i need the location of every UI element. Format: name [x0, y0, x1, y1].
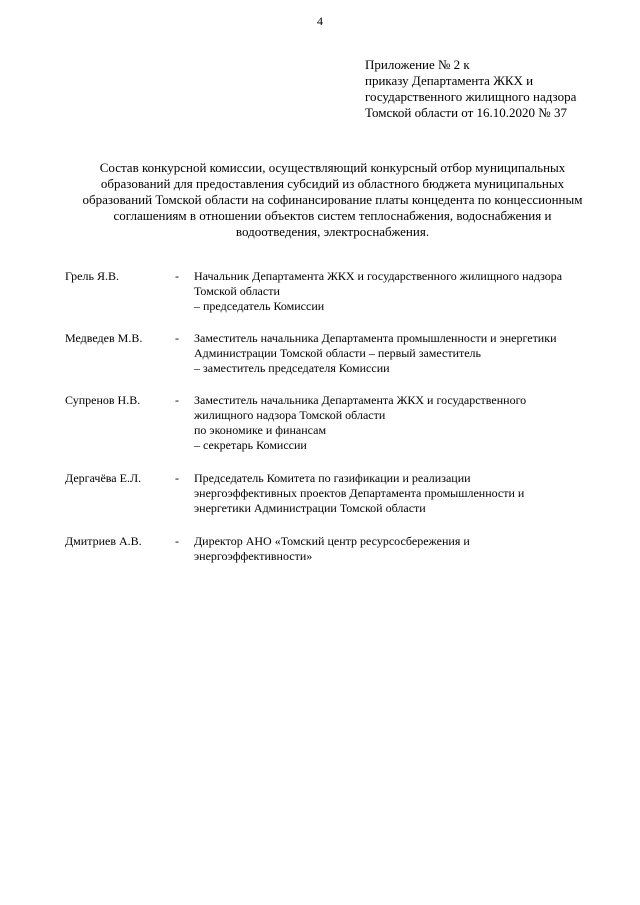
member-role-line: энергетики Администрации Томской области [194, 501, 426, 515]
member-role-line: Начальник Департамента ЖКХ и государственного жилищного надзора [194, 269, 563, 283]
member-role [194, 269, 625, 314]
appendix-line: приказу Департамента ЖКХ и [365, 73, 534, 88]
member-dash: - [175, 534, 179, 548]
member-role-line: – секретарь Комиссии [194, 438, 307, 452]
title-line: соглашениям в отношении объектов систем теплоснабжения, водоснабжения и [113, 208, 552, 223]
title-line: Состав конкурсной комиссии, осуществляющий конкурсный отбор муниципальных [99, 160, 566, 175]
appendix-header [365, 57, 635, 121]
member-name: Дмитриев А.В. [65, 534, 142, 548]
member-dash: - [175, 269, 179, 283]
page-number: 4 [317, 14, 323, 28]
member-role-line: Заместитель начальника Департамента промышленности и энергетики [194, 331, 557, 345]
member-role-line: – председатель Комиссии [194, 299, 325, 313]
member-role-line: – заместитель председателя Комиссии [194, 361, 390, 375]
member-dash: - [175, 471, 179, 485]
document-title [60, 160, 605, 240]
title-line: образований для предоставления субсидий из областного бюджета муниципальных [100, 176, 565, 191]
member-row [65, 471, 625, 516]
member-role [194, 393, 625, 453]
member-row [65, 393, 625, 453]
member-role-line: энергоэффективности» [194, 549, 313, 563]
commission-members-list [65, 269, 625, 564]
title-line: образований Томской области на софинансирование платы концедента по концессионным [82, 192, 583, 207]
member-role-line: жилищного надзора Томской области [194, 408, 386, 422]
member-dash: - [175, 393, 179, 407]
member-name: Медведев М.В. [65, 331, 143, 345]
member-role [194, 534, 625, 564]
appendix-line: Томской области от 16.10.2020 № 37 [365, 105, 567, 120]
member-dash: - [175, 331, 179, 345]
member-name: Грель Я.В. [65, 269, 119, 283]
appendix-line: Приложение № 2 к [365, 57, 470, 72]
member-role-line: энергоэффективных проектов Департамента промышленности и [194, 486, 525, 500]
member-role-line: Администрации Томской области – первый заместитель [194, 346, 482, 360]
member-role-line: по экономике и финансам [194, 423, 327, 437]
member-row [65, 269, 625, 314]
member-row [65, 534, 625, 564]
appendix-line: государственного жилищного надзора [365, 89, 577, 104]
member-name: Супренов Н.В. [65, 393, 141, 407]
member-role-line: Директор АНО «Томский центр ресурсосбережения и [194, 534, 470, 548]
member-name: Дергачёва Е.Л. [65, 471, 142, 485]
member-role-line: Томской области [194, 284, 280, 298]
member-row [65, 331, 625, 376]
member-role-line: Заместитель начальника Департамента ЖКХ и государственного [194, 393, 527, 407]
member-role-line: Председатель Комитета по газификации и реализации [194, 471, 471, 485]
title-line: водоотведения, электроснабжения. [235, 224, 430, 239]
member-role [194, 331, 625, 376]
member-role [194, 471, 625, 516]
